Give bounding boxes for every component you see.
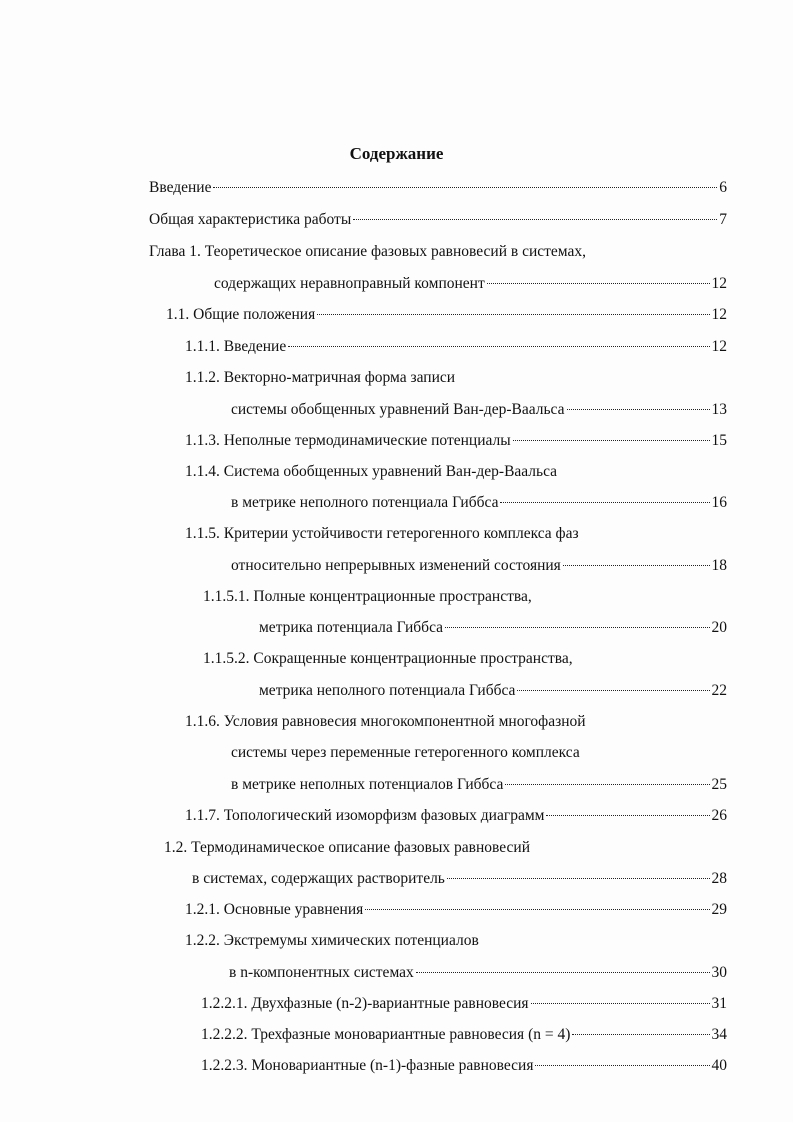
toc-entry-text: 1.2.2.3. Моновариантные (n-1)-фазные равновесия <box>201 1057 534 1074</box>
toc-leader <box>288 346 709 347</box>
toc-entry[interactable] <box>231 398 727 422</box>
toc-entry[interactable] <box>201 992 727 1016</box>
toc-entry-text: 1.2.1. Основные уравнения <box>185 901 364 918</box>
toc-entry-text: 1.1.4. Система обобщенных уравнений Ван-дер-Ваальса <box>185 463 558 480</box>
toc-entry-text: 1.1.5.1. Полные концентрационные пространства, <box>203 588 532 605</box>
toc-page-number: 13 <box>711 401 727 418</box>
toc-entry[interactable] <box>203 585 727 609</box>
toc-entry[interactable] <box>185 460 727 484</box>
toc-page-number: 7 <box>719 211 727 228</box>
toc-entry-text: Введение <box>149 179 212 196</box>
toc-entry[interactable] <box>259 679 727 703</box>
toc-entry[interactable] <box>231 554 727 578</box>
toc-leader <box>567 409 710 410</box>
toc-entry-text: Общая характеристика работы <box>149 211 352 228</box>
toc-leader <box>365 909 709 910</box>
toc-leader <box>535 1065 709 1066</box>
toc-entry-text: 1.1.3. Неполные термодинамические потенциалы <box>185 432 511 449</box>
toc-entry-text: метрика потенциала Гиббса <box>259 619 444 636</box>
toc-leader <box>500 502 709 503</box>
toc-entry-text: 1.1. Общие положения <box>166 306 316 323</box>
toc-leader <box>213 187 717 188</box>
toc-entry[interactable] <box>149 176 727 200</box>
toc-page-number: 12 <box>711 338 727 355</box>
toc-entry-text: 1.1.2. Векторно-матричная форма записи <box>185 369 456 386</box>
toc-page-number: 25 <box>711 776 727 793</box>
toc-entry-text: 1.2. Термодинамическое описание фазовых равновесий <box>164 839 530 856</box>
toc-page-number: 18 <box>711 557 727 574</box>
toc-page-number: 29 <box>711 901 727 918</box>
toc-entry-text: 1.1.6. Условия равновесия многокомпонентной многофазной <box>185 713 586 730</box>
toc-page-number: 34 <box>711 1026 727 1043</box>
toc-entry[interactable] <box>203 647 727 671</box>
toc-entry[interactable] <box>185 522 727 546</box>
toc-page-number: 16 <box>711 494 727 511</box>
toc-leader <box>513 440 710 441</box>
toc-entry[interactable] <box>231 773 727 797</box>
toc-page-number: 6 <box>719 179 727 196</box>
toc-entry-text: Глава 1. Теоретическое описание фазовых равновесий в системах, <box>149 243 586 260</box>
toc-entry-text: системы через переменные гетерогенного комплекса <box>231 744 580 761</box>
toc-leader <box>546 815 709 816</box>
toc-entry-text: 1.1.1. Введение <box>185 338 287 355</box>
toc-entry[interactable] <box>164 836 727 860</box>
toc-leader <box>353 219 717 220</box>
toc-entry[interactable] <box>229 961 727 985</box>
toc-entry-text: 1.1.7. Топологический изоморфизм фазовых диаграмм <box>185 807 545 824</box>
toc-entry-text: 1.2.2.2. Трехфазные моновариантные равновесия (n = 4) <box>201 1026 571 1043</box>
toc-entry[interactable] <box>185 929 727 953</box>
toc-entry[interactable] <box>185 710 727 734</box>
toc-page-number: 26 <box>711 807 727 824</box>
toc-leader <box>517 690 709 691</box>
toc-leader <box>317 314 709 315</box>
toc-entry-text: в метрике неполных потенциалов Гиббса <box>231 776 504 793</box>
toc-entry[interactable] <box>214 272 727 296</box>
toc-entry-text: 1.1.5. Критерии устойчивости гетерогенного комплекса фаз <box>185 525 579 542</box>
toc-entry[interactable] <box>149 240 727 264</box>
toc-entry[interactable] <box>259 616 727 640</box>
toc-entry-text: относительно непрерывных изменений состояния <box>231 557 561 574</box>
toc-leader <box>447 878 710 879</box>
toc-entry[interactable] <box>231 741 727 765</box>
toc-entry[interactable] <box>149 208 727 232</box>
toc-entry-text: 1.2.2. Экстремумы химических потенциалов <box>185 932 479 949</box>
toc-entry-text: в системах, содержащих растворитель <box>192 870 445 887</box>
toc-leader <box>487 283 710 284</box>
toc-page-number: 20 <box>711 619 727 636</box>
toc-entry[interactable] <box>166 303 727 327</box>
toc-entry[interactable] <box>231 491 727 515</box>
toc-page-number: 30 <box>711 964 727 981</box>
toc-leader <box>531 1003 710 1004</box>
toc-entry-text: системы обобщенных уравнений Ван-дер-Ваальса <box>231 401 565 418</box>
toc-leader <box>445 627 709 628</box>
toc-entry[interactable] <box>185 429 727 453</box>
toc-entry[interactable] <box>201 1023 727 1047</box>
toc-entry-text: в n-компонентных системах <box>229 964 414 981</box>
toc-entry[interactable] <box>185 898 727 922</box>
toc-leader <box>563 565 710 566</box>
toc-leader <box>505 784 709 785</box>
toc-entry[interactable] <box>185 804 727 828</box>
toc-leader <box>416 972 710 973</box>
toc-entry-text: в метрике неполного потенциала Гиббса <box>231 494 499 511</box>
toc-entry[interactable] <box>201 1054 727 1078</box>
toc-entry-text: содержащих неравноправный компонент <box>214 275 485 292</box>
toc-page-number: 15 <box>711 432 727 449</box>
toc-page-number: 22 <box>711 682 727 699</box>
toc-page-number: 28 <box>711 870 727 887</box>
toc-entry-text: 1.1.5.2. Сокращенные концентрационные пространства, <box>203 650 573 667</box>
toc-entry-text: метрика неполного потенциала Гиббса <box>259 682 516 699</box>
toc-entry[interactable] <box>185 335 727 359</box>
toc-page-number: 40 <box>711 1057 727 1074</box>
toc-leader <box>572 1034 709 1035</box>
toc-page-number: 31 <box>711 995 727 1012</box>
toc-entry[interactable] <box>185 366 727 390</box>
toc-page-number: 12 <box>711 275 727 292</box>
page-title: Содержание <box>349 144 444 163</box>
toc-entry[interactable] <box>192 867 727 891</box>
toc-page-number: 12 <box>711 306 727 323</box>
toc-entry-text: 1.2.2.1. Двухфазные (n-2)-вариантные равновесия <box>201 995 529 1012</box>
